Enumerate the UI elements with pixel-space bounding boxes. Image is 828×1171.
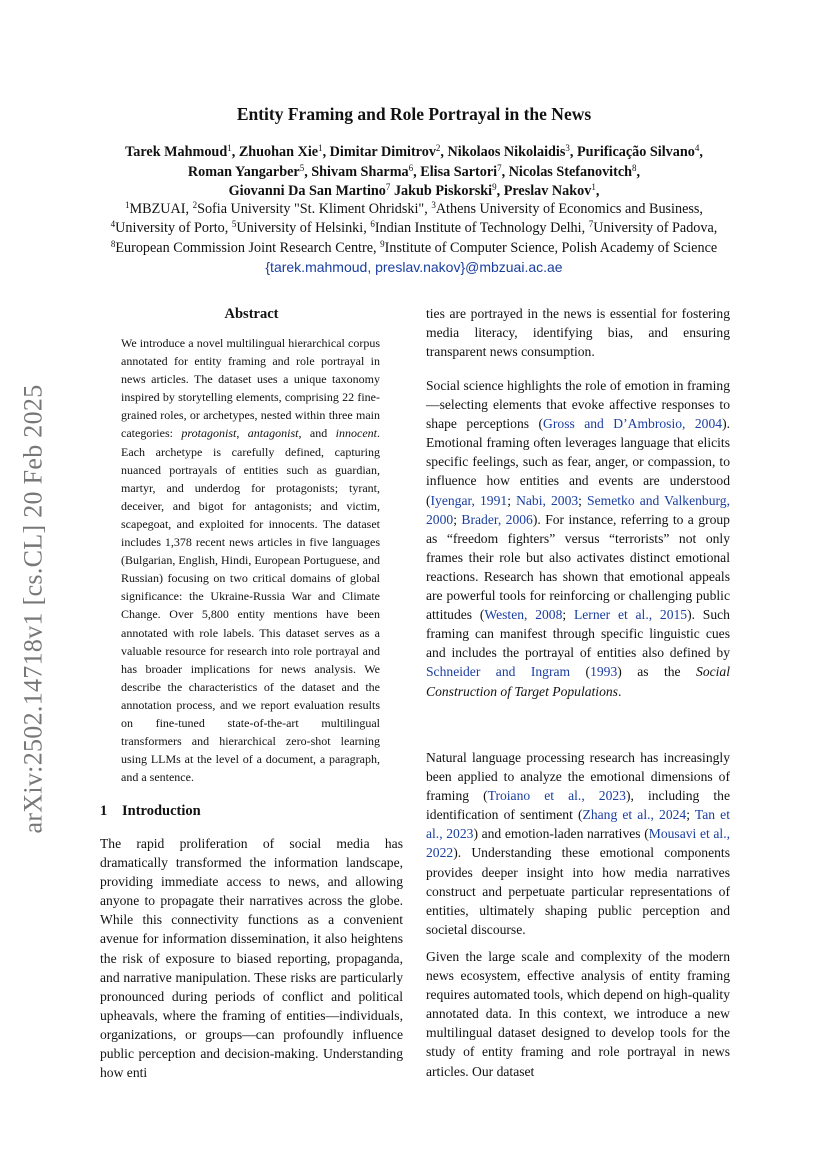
- body-text: ,: [236, 426, 248, 441]
- affiliation-text: University of Porto,: [115, 220, 232, 237]
- citation-link[interactable]: Semetko and Valkenburg, 2000: [426, 492, 730, 527]
- affiliation-text: Sofia University "St. Kliment Ohridski",: [197, 201, 432, 217]
- arxiv-stamp-text: arXiv:2502.14718v1 [cs.CL] 20 Feb 2025: [19, 384, 48, 834]
- body-text: ties are portrayed in the news is essential for fostering media literacy, identifying bias, and ensuring transparent news consumption.: [426, 306, 730, 360]
- right-paragraph-2: [426, 376, 730, 701]
- citation-link[interactable]: Westen, 2008: [484, 607, 563, 623]
- body-text: ;: [453, 511, 462, 527]
- body-text: Given the large scale and complexity of the modern news ecosystem, effective analysis of entity framing requires automated tools, which depend on high-quality annotated data. In this context, we introduce a new multilingual dataset designed to develop tools for the study of entity framing and role portrayal in news articles. Our dataset: [426, 949, 730, 1079]
- author-name: Dimitar Dimitrov$^2$,: [329, 143, 444, 160]
- body-text: Social science highlights the role of emotion in framing—selecting elements that evoke affective responses to shape perceptions (: [426, 378, 730, 432]
- body-text: ;: [507, 492, 517, 508]
- citation-link[interactable]: Iyengar, 1991: [430, 492, 508, 508]
- affiliation-text: Athens University of Economics and Business,: [435, 201, 703, 217]
- affiliation-text: University of Padova,: [593, 220, 718, 237]
- author-name: Zhuohan Xie$^1$,: [238, 143, 327, 160]
- author-name: Purificação Silvano$^4$,: [576, 143, 703, 160]
- citation-link[interactable]: Zhang et al., 2024: [582, 807, 687, 823]
- body-text: ;: [578, 492, 588, 508]
- affiliation-line-2: $^4$University of Porto, $^5$University of Helsinki, $^6$Indian Institute of Technology Delhi, $^7$University of Padova,: [110, 219, 718, 237]
- author-name: Roman Yangarber$^5$,: [187, 162, 308, 180]
- arxiv-stamp: [14, 366, 54, 852]
- body-text: . Each archetype is carefully defined, capturing nuanced portrayals of entities such as guardian, martyr, and underdog for protagonists; tyrant, deceiver, and bigot for antagonists; and victim, scapegoat, and exploited for innocents. The dataset includes 1,378 recent news articles in five languages (Bulgarian, English, Hindi, European Portuguese, and Russian) focusing on two critical domains of global significance: the Ukraine-Russia War and Climate Change. Over 5,800 entity mentions have been annotated with role labels. This dataset serves as a valuable resource for research into role portrayal and has broader implications for news analysis. We describe the characteristics of the dataset and the annotation process, and we report evaluation results on fine-tuned state-of-the-art multilingual transformers and hierarchical zero-shot learning using LLMs at the level of a document, a paragraph, and a sentence.: [121, 426, 380, 785]
- right-paragraph-1: [426, 304, 730, 361]
- affiliation-text: Indian Institute of Technology Delhi,: [374, 220, 589, 237]
- body-text: ). For instance, referring to a group as “freedom fighters” versus “terrorists” not only frames their role but also activates distinct emotional reactions. Research has shown that emotional appeals are powerful tools for reinforcing or challenging public attitudes (: [426, 511, 730, 623]
- abstract-heading: Abstract: [224, 306, 279, 322]
- author-name: Nicolas Stefanovitch$^8$,: [508, 162, 641, 180]
- body-text: , and: [298, 426, 336, 441]
- citation-link[interactable]: Gross and D’Ambrosio, 2004: [543, 416, 723, 432]
- body-text: The rapid proliferation of social media has dramatically transformed the information landscape, providing immediate access to news, and allowing anyone to propagate their narratives across the globe. While this connectivity functions as a convenient avenue for information dissemination, it also heightens the risk of exposure to biased reporting, propaganda, and narrative manipulation. These risks are particularly pronounced during periods of conflict and political upheavals, where the framing of entities—individuals, organizations, or groups—can profoundly influence public perception and decision-making. Understanding how enti: [100, 836, 403, 1081]
- citation-link[interactable]: Nabi, 2003: [516, 492, 579, 508]
- italic-text: antagonist: [247, 426, 299, 441]
- body-text: ) and emotion-laden narratives (: [473, 826, 649, 842]
- body-text: ;: [686, 807, 695, 823]
- body-text: .: [617, 683, 622, 699]
- citation-link[interactable]: Troiano et al., 2023: [487, 788, 626, 804]
- intro-paragraph-left: [100, 834, 403, 1082]
- affiliation-text: European Commission Joint Research Centre,: [115, 239, 381, 256]
- body-text: ). Emotional framing often leverages language that elicits specific feelings, such as fear, anger, or compassion, to influence how entities and events are understood (: [426, 416, 730, 508]
- affiliations: [30, 200, 798, 278]
- body-text: ), including the identification of sentiment (: [426, 788, 730, 823]
- body-text: (: [570, 664, 591, 680]
- right-paragraph-4: [426, 947, 730, 1081]
- italic-text: Social Construction of Target Populations: [426, 664, 730, 699]
- paper-title: Entity Framing and Role Portrayal in the News: [236, 104, 592, 124]
- author-name: Nikolaos Nikolaidis$^3$,: [447, 143, 574, 160]
- author-list: [40, 143, 788, 202]
- body-text: We introduce a novel multilingual hierarchical corpus annotated for entity framing and role portrayal in news articles. The dataset uses a unique taxonomy inspired by storytelling elements, comprising 22 fine-grained roles, or archetypes, nested within three main categories:: [121, 336, 380, 441]
- section-title: Introduction: [122, 803, 201, 819]
- affiliation-line-1: $^1$MBZUAI, $^2$Sofia University "St. Kliment Ohridski", $^3$Athens University of Economics and Business,: [125, 200, 703, 217]
- author-name: Shivam Sharma$^6$,: [311, 162, 417, 180]
- author-name: Tarek Mahmoud$^1$,: [125, 143, 236, 160]
- italic-text: innocent: [335, 426, 377, 441]
- citation-link[interactable]: Lerner et al., 2015: [573, 607, 688, 623]
- abstract-body: [121, 334, 380, 786]
- citation-link[interactable]: 1993: [590, 664, 618, 680]
- body-text: ). Understanding these emotional components provides deeper insight into how media narratives construct and perpetuate particular representations of entities, ultimately shaping public perception and societal discourse.: [426, 845, 730, 937]
- contact-email[interactable]: {tarek.mahmoud, preslav.nakov}@mbzuai.ac.ae: [265, 258, 563, 275]
- section-heading-introduction: [100, 803, 201, 820]
- author-name: Preslav Nakov$^1$,: [503, 182, 600, 199]
- affiliation-text: University of Helsinki,: [236, 220, 371, 237]
- body-text: ) as the: [617, 664, 697, 680]
- citation-link[interactable]: Mousavi et al., 2022: [426, 826, 731, 861]
- body-text: Natural language processing research has increasingly been applied to analyze the emotional dimensions of framing (: [426, 750, 730, 804]
- author-name: Jakub Piskorski$^9$,: [393, 182, 501, 199]
- affiliation-text: MBZUAI,: [129, 201, 193, 217]
- citation-link[interactable]: Schneider and Ingram: [426, 664, 571, 680]
- italic-text: protagonist: [181, 426, 237, 441]
- author-name: Elisa Sartori$^7$,: [420, 162, 506, 180]
- author-name: Giovanni Da San Martino$^7$: [228, 182, 391, 199]
- citation-link[interactable]: Tan et al., 2023: [426, 807, 730, 842]
- affiliation-line-3: $^8$European Commission Joint Research Centre, $^9$Institute of Computer Science, Polish Academy of Science: [110, 238, 718, 256]
- citation-link[interactable]: Brader, 2006: [461, 511, 533, 527]
- body-text: ;: [562, 607, 574, 623]
- right-paragraph-3: [426, 748, 730, 939]
- affiliation-text: Institute of Computer Science, Polish Academy of Science: [384, 239, 718, 256]
- body-text: ). Such framing can manifest through specific linguistic cues and includes the portrayal of entities also defined by: [426, 607, 730, 661]
- section-number: 1: [100, 803, 108, 819]
